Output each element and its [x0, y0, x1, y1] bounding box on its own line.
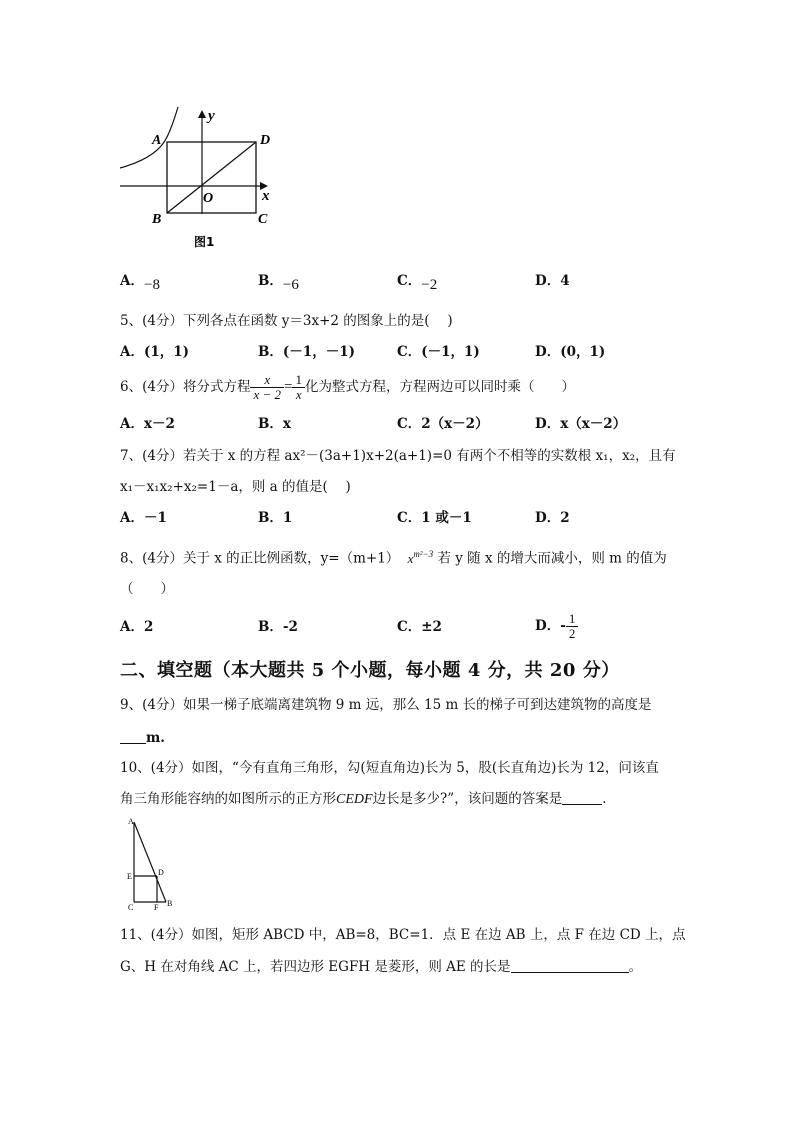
q4-option-a-value: −8: [143, 277, 160, 293]
q6-rhs-denominator: x: [292, 387, 305, 402]
q7-option-c: C．1 或－1: [397, 510, 472, 526]
q9-answer-blank[interactable]: [120, 729, 146, 744]
q10-figure: [124, 814, 182, 914]
q4-option-a-letter: A．: [120, 273, 144, 289]
q4-option-a: [120, 272, 160, 293]
q11-line-1: 11、(4分）如图，矩形 ABCD 中，AB=8，BC=1．点 E 在边 AB 上，点 F 在边 CD 上，点: [120, 927, 686, 943]
q10-label-e: E: [127, 872, 132, 881]
q8-option-d-fraction: [566, 612, 579, 641]
q10-label-d: D: [158, 868, 164, 877]
q5-option-a: A．(1，1): [120, 344, 190, 360]
q6-equals: =: [284, 379, 293, 395]
q7-line-1: 7、(4分）若关于 x 的方程 ax²－(3a+1)x+2(a+1)=0 有两个不相等的实数根 x₁，x₂，且有: [120, 448, 676, 464]
fig1-label-a: A: [152, 133, 162, 148]
q10-line-1: 10、(4分）如图，“今有直角三角形，勾(短直角边)长为 5，股(长直角边)长为 12，问该直: [120, 760, 659, 776]
q5-stem: 5、(4分）下列各点在函数 y＝3x+2 的图象上的是( ): [120, 313, 453, 329]
q11-line-2-end: 。: [628, 959, 643, 975]
fig1-label-b: B: [152, 212, 162, 227]
q4-option-d-value: 4: [560, 273, 570, 289]
fig1-caption: 图1: [194, 235, 215, 249]
q4-option-c-value: −2: [421, 277, 438, 293]
q4-option-c: [397, 272, 438, 293]
q7-option-d: D．2: [535, 510, 570, 526]
q4-option-c-letter: C．: [397, 273, 422, 289]
side-ab: [134, 822, 166, 902]
q8-power-exponent: m²−3: [413, 549, 434, 559]
q8-option-d-prefix: D．-: [535, 618, 566, 634]
q6-option-b: B．x: [258, 416, 291, 432]
q8-line-2: （ ）: [120, 581, 174, 597]
q6-lhs-numerator: x: [264, 372, 271, 387]
q8-option-d-numerator: 1: [568, 611, 576, 626]
q6-option-c: C．2（x－2）: [397, 416, 489, 432]
q8-prefix: 8、(4分）关于 x 的正比例函数，y=（m+1）: [120, 550, 400, 567]
q6-rhs-fraction: [292, 373, 305, 402]
q6-prefix: 6、(4分）将分式方程: [120, 379, 251, 395]
q8-stem: [120, 545, 667, 568]
fig1-label-c: C: [258, 212, 268, 227]
q6-suffix: 化为整式方程，方程两边可以同时乘（ ）: [304, 379, 575, 395]
figure-1: [112, 102, 282, 252]
q6-option-a: A．x－2: [120, 416, 175, 432]
q10-line-2-end: .: [602, 791, 607, 807]
y-axis-arrow: [198, 110, 206, 118]
q6-lhs-denominator: x − 2: [250, 387, 284, 402]
q9-line-1: 9、(4分）如果一梯子底端离建筑物 9 m 远，那么 15 m 长的梯子可到达建筑物的高度是: [120, 697, 652, 713]
q8-suffix: 若 y 随 x 的增大而减小，则 m 的值为: [437, 550, 667, 567]
q5-option-d: D．(0，1): [535, 344, 606, 360]
q10-line-2-prefix: 角三角形能容纳的如图所示的正方形: [120, 791, 336, 807]
q4-option-b: [258, 272, 299, 293]
q10-line-2: [120, 790, 607, 809]
q6-option-d: D．x（x－2）: [535, 416, 627, 432]
q10-label-c: C: [128, 903, 134, 912]
q10-label-f: F: [154, 903, 159, 912]
hyperbola-curve: [120, 107, 178, 168]
q10-line-2-suffix: 边长是多少?”，该问题的答案是: [372, 791, 563, 807]
fig1-label-x: x: [262, 188, 270, 204]
q7-option-a: A．－1: [120, 510, 167, 526]
fig1-label-d: D: [260, 133, 271, 148]
q10-answer-blank[interactable]: [562, 790, 602, 805]
q10-square-name: CEDF: [336, 792, 373, 807]
fig1-label-y: y: [208, 108, 215, 124]
q11-answer-blank[interactable]: [511, 958, 629, 973]
q7-option-b: B．1: [258, 510, 293, 526]
q6-lhs-fraction: [250, 373, 284, 402]
q6-rhs-numerator: 1: [295, 372, 302, 387]
q4-option-d: [535, 272, 570, 290]
q8-power-base: x: [407, 550, 414, 566]
q10-label-b: B: [167, 899, 173, 908]
q5-option-b: B．(－1，－1): [258, 344, 355, 360]
fig1-label-o: O: [203, 191, 214, 206]
q5-option-c: C．(－1，1): [397, 344, 480, 360]
q8-option-d: [535, 606, 578, 646]
section-2-title: 二、填空题（本大题共 5 个小题，每小题 4 分，共 20 分）: [120, 660, 620, 681]
q4-option-b-letter: B．: [258, 273, 283, 289]
q8-option-d-denominator: 2: [566, 626, 579, 641]
q11-line-2-prefix: G、H 在对角线 AC 上，若四边形 EGFH 是菱形，则 AE 的长是: [120, 959, 511, 975]
q10-label-a: A: [128, 817, 134, 826]
q6-stem: [120, 368, 575, 406]
q8-option-b: B．-2: [258, 619, 298, 635]
q4-option-d-letter: D．: [535, 273, 561, 289]
q9-line-2: [120, 729, 165, 747]
q8-option-a: A．2: [120, 619, 154, 635]
q11-line-2: [120, 958, 642, 976]
q7-line-2: x₁－x₁x₂+x₂=1－a，则 a 的值是( ): [120, 479, 351, 495]
q4-option-b-value: −6: [282, 277, 299, 293]
q8-option-c: C．±2: [397, 619, 442, 635]
q9-unit: m.: [146, 730, 165, 746]
